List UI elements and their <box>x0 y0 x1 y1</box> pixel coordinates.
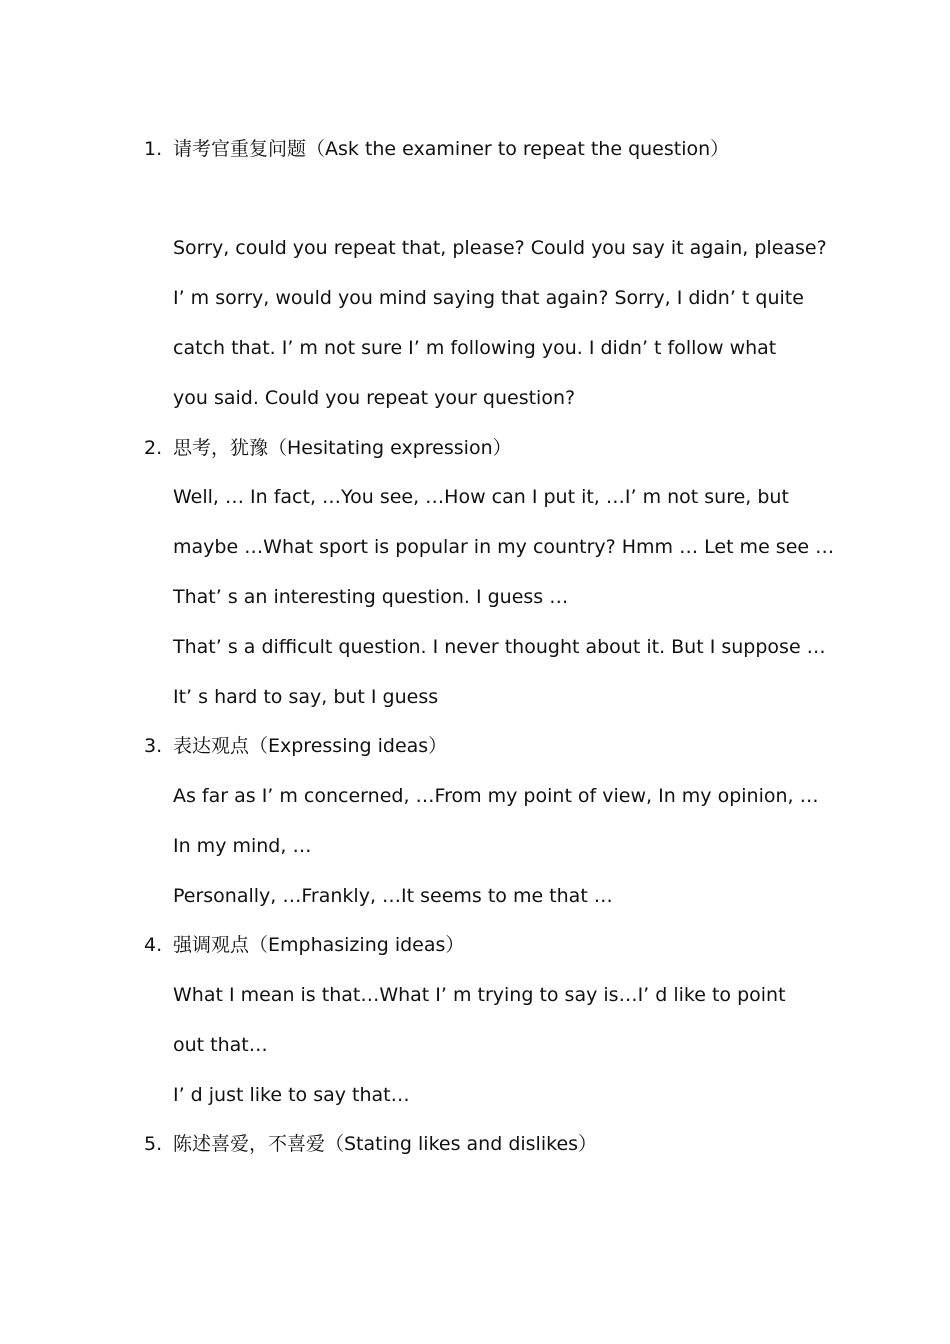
section-number: 4. <box>144 934 163 956</box>
body-line: That’ s a difficult question. I never thought about it. But I suppose … <box>173 636 826 658</box>
body-line: I’ m sorry, would you mind saying that again? Sorry, I didn’ t quite <box>173 287 804 309</box>
body-line: I’ d just like to say that… <box>173 1084 410 1106</box>
body-line: Well, … In fact, …You see, …How can I put it, …I’ m not sure, but <box>173 486 789 508</box>
section-heading: 强调观点（Emphasizing ideas） <box>173 934 465 956</box>
section-heading: 请考官重复问题（Ask the examiner to repeat the question） <box>173 138 730 160</box>
body-line: What I mean is that…What I’ m trying to say is…I’ d like to point <box>173 984 786 1006</box>
section-number: 5. <box>144 1133 163 1155</box>
section-heading: 思考，犹豫（Hesitating expression） <box>173 437 512 459</box>
body-line: Sorry, could you repeat that, please? Could you say it again, please? <box>173 237 827 259</box>
body-line: out that… <box>173 1034 268 1056</box>
section-number: 2. <box>144 437 163 459</box>
section-heading: 陈述喜爱，不喜爱（Stating likes and dislikes） <box>173 1133 598 1155</box>
body-line: That’ s an interesting question. I guess … <box>173 586 569 608</box>
section-number: 1. <box>144 138 163 160</box>
body-line: Personally, …Frankly, …It seems to me that … <box>173 885 613 907</box>
section-heading: 表达观点（Expressing ideas） <box>173 735 448 757</box>
body-line: maybe …What sport is popular in my country? Hmm … Let me see … <box>173 536 835 558</box>
body-line: As far as I’ m concerned, …From my point of view, In my opinion, … <box>173 785 819 807</box>
section-number: 3. <box>144 735 163 757</box>
body-line: catch that. I’ m not sure I’ m following you. I didn’ t follow what <box>173 337 777 359</box>
body-line: It’ s hard to say, but I guess <box>173 686 439 708</box>
body-line: In my mind, … <box>173 835 312 857</box>
body-line: you said. Could you repeat your question? <box>173 387 576 409</box>
